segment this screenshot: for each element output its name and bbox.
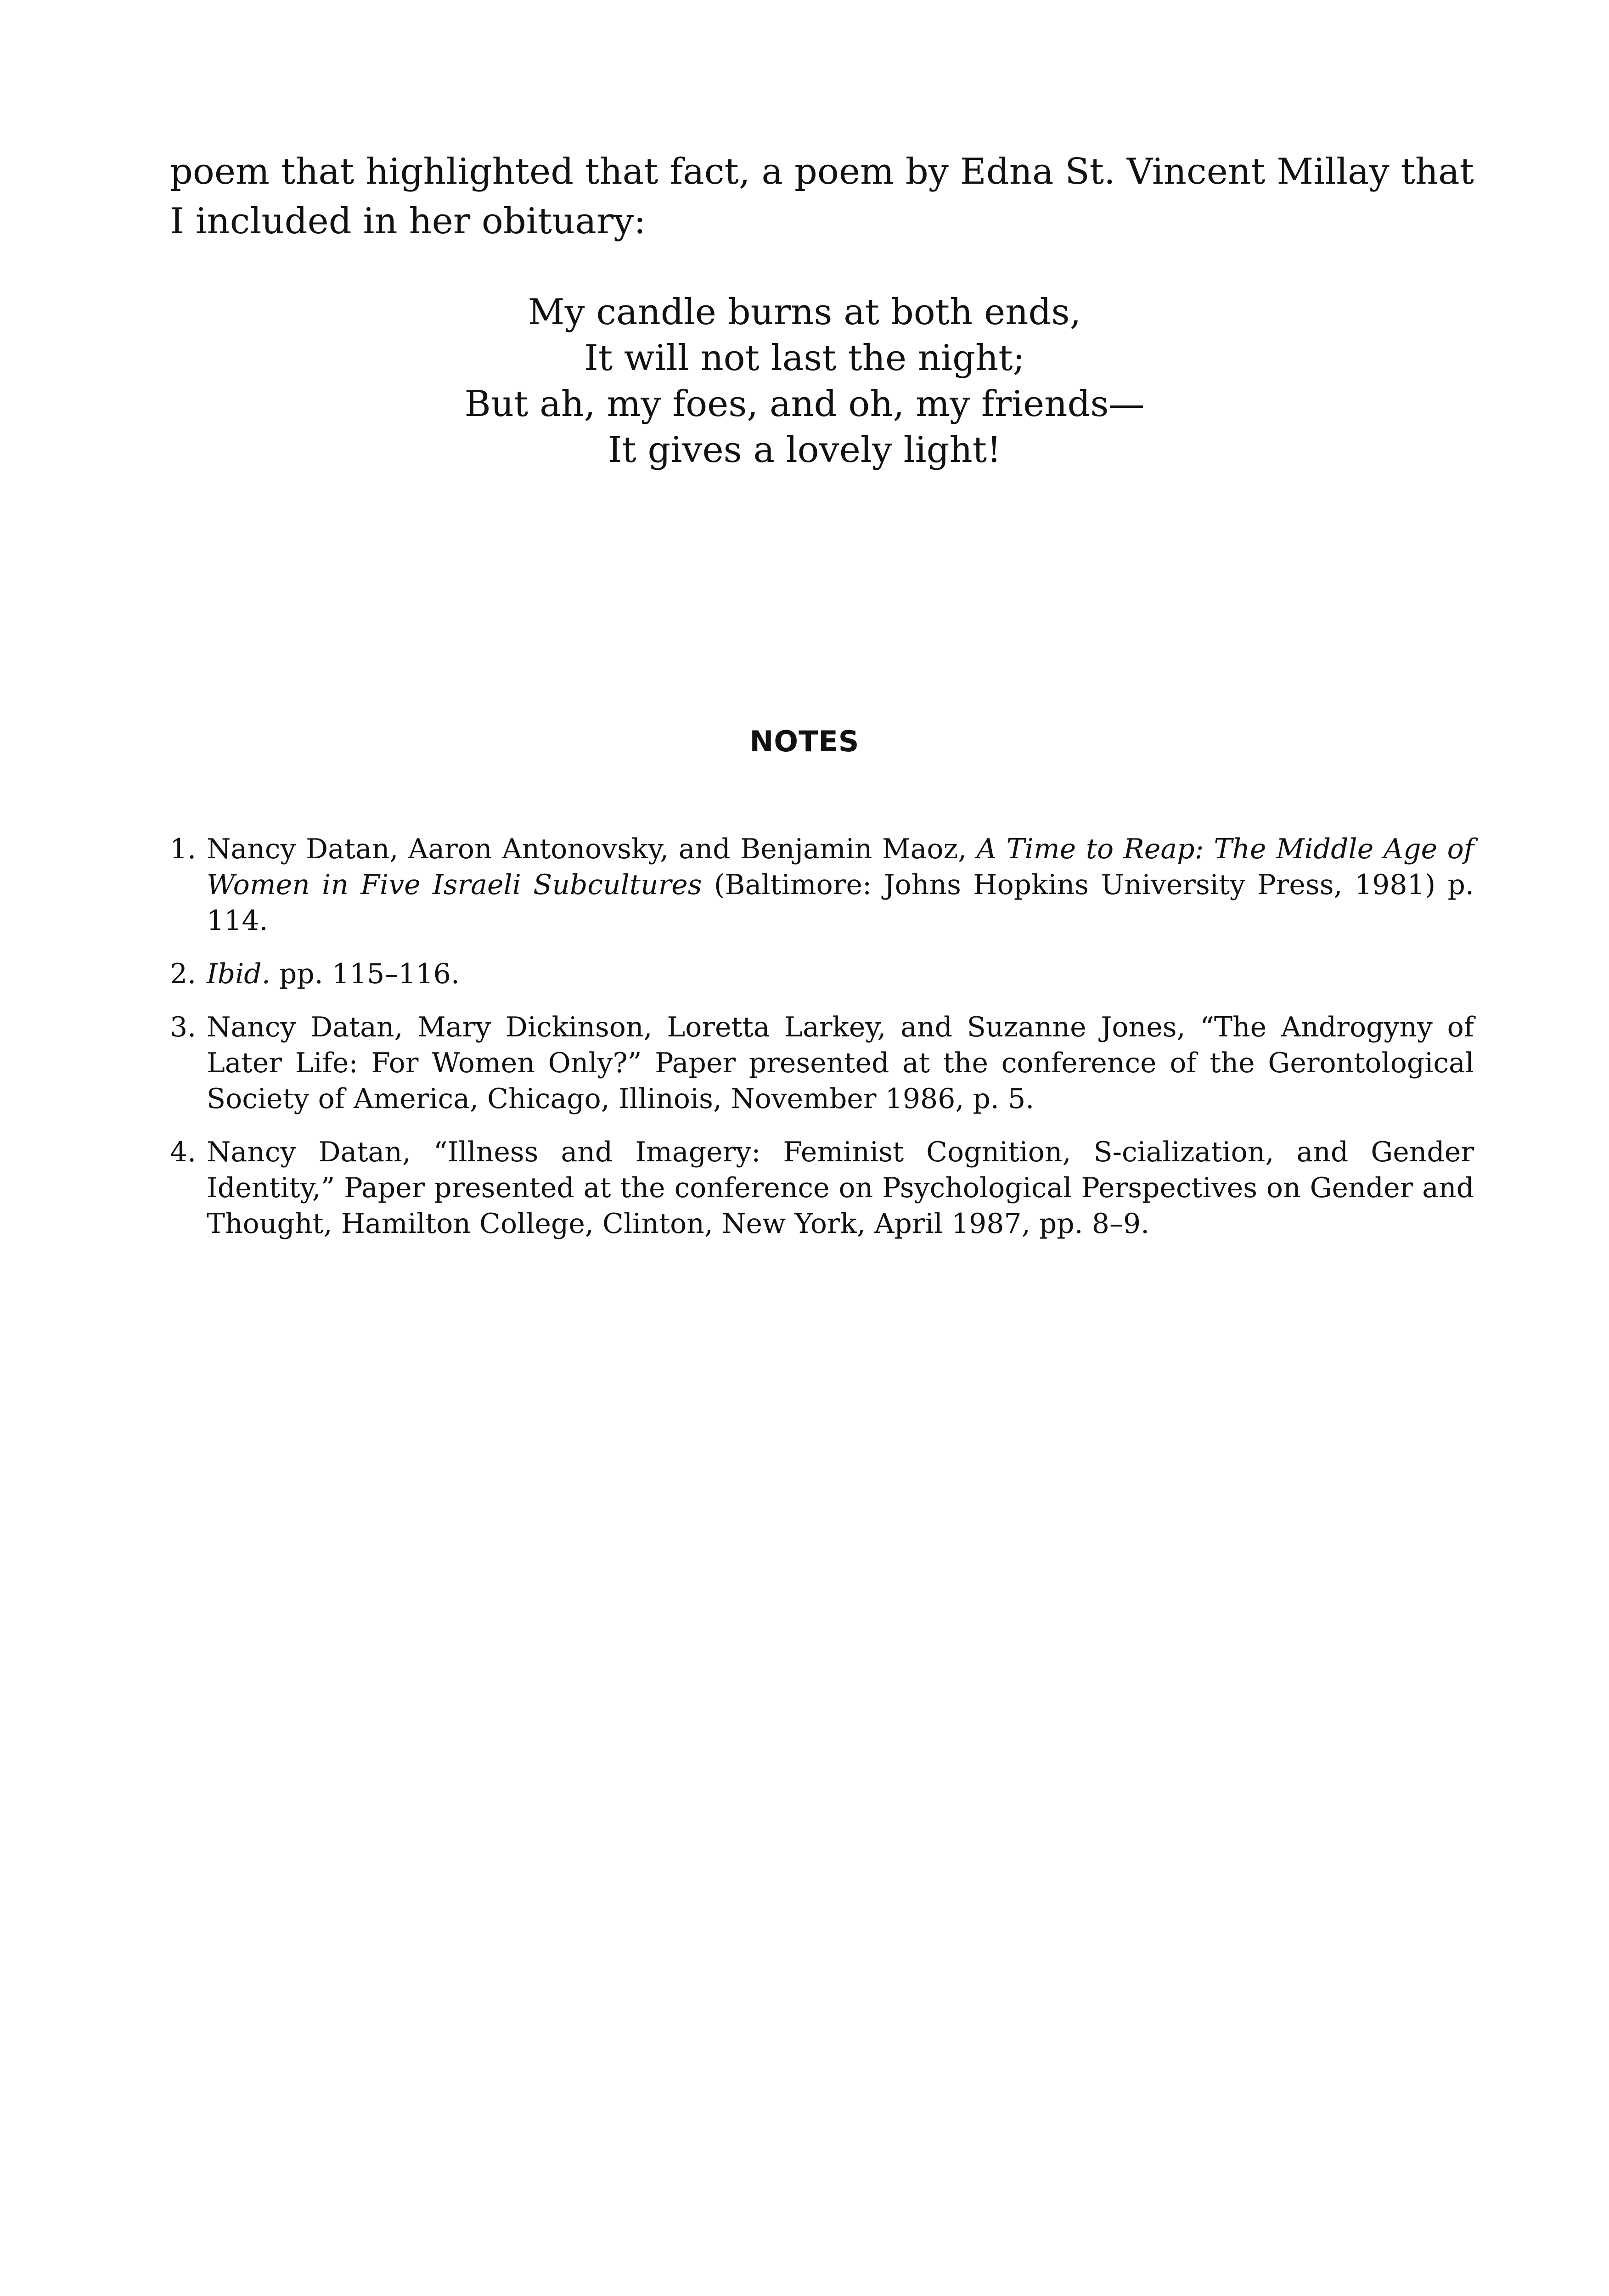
body-paragraph: poem that highlighted that fact, a poem by Edna St. Vincent Millay that I included in her obituary:	[170, 151, 1474, 242]
note-item	[170, 956, 1474, 992]
note-text-post: pp. 115–116.	[270, 958, 460, 990]
note-item	[170, 1134, 1474, 1242]
note-title-italic: Ibid.	[207, 958, 270, 990]
note-text	[207, 1136, 1474, 1240]
note-text-pre: Nancy Datan, Mary Dickinson, Loretta Larkey, and Suzanne Jones, “The Androgyny of Later Life: For Women Only?” Paper presented at the conference of the Gerontological Society of America, Chicago, Illinois, November 1986, p. 5.	[207, 1011, 1474, 1115]
note-text	[207, 1011, 1474, 1115]
note-title-italic: A Time to Reap: The Middle Age of Women in Five Israeli Subcultures	[207, 833, 1474, 901]
poem-line: It will not last the night;	[584, 338, 1025, 379]
notes-list	[170, 831, 1474, 1259]
note-item	[170, 831, 1474, 939]
note-number: 2.	[170, 958, 197, 990]
note-text-pre: Nancy Datan, Aaron Antonovsky, and Benjamin Maoz,	[207, 833, 977, 865]
poem-line: But ah, my foes, and oh, my friends—	[464, 383, 1145, 425]
poem-line: It gives a lovely light!	[608, 429, 1001, 471]
note-item	[170, 1009, 1474, 1117]
note-number: 1.	[170, 833, 197, 865]
note-text-post: (Baltimore: Johns Hopkins University Press, 1981) p. 114.	[207, 869, 1474, 937]
poem-block	[0, 289, 1609, 473]
note-number: 4.	[170, 1136, 197, 1168]
note-text	[207, 958, 460, 990]
note-text	[207, 833, 1474, 937]
poem-line: My candle burns at both ends,	[528, 292, 1081, 333]
notes-heading: NOTES	[749, 725, 860, 758]
note-text-pre: Nancy Datan, “Illness and Imagery: Feminist Cognition, S‑cialization, and Gender Identity,” Paper presented at the conference on Psychological Perspectives on Gender and Thought, Hamilton College, Clinton, New York, April 1987, pp. 8–9.	[207, 1136, 1474, 1240]
note-number: 3.	[170, 1011, 197, 1043]
